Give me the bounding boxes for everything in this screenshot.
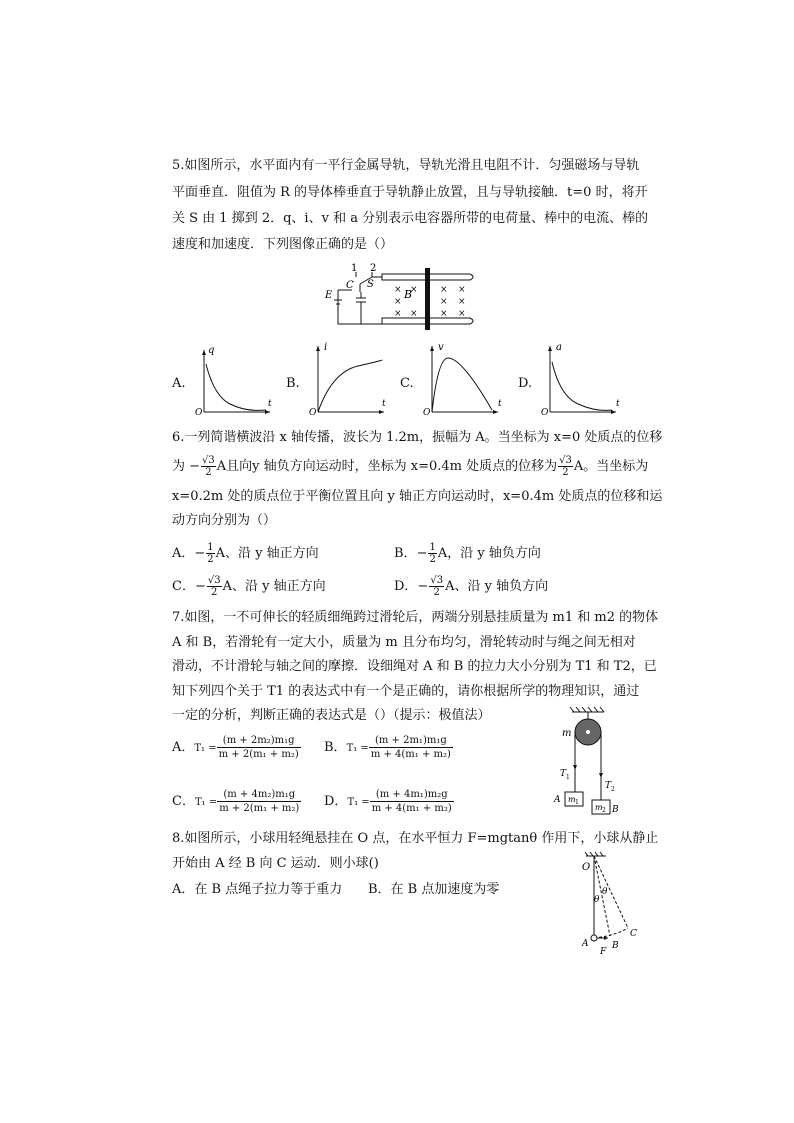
- svg-text:1: 1: [351, 263, 358, 274]
- svg-text:m: m: [595, 803, 603, 812]
- curve-rise-b: [318, 360, 382, 412]
- svg-text:×: ×: [410, 285, 418, 295]
- svg-text:2: 2: [370, 263, 377, 274]
- q8-pendulum-diagram: [570, 850, 650, 960]
- svg-text:×: ×: [410, 309, 418, 319]
- svg-text:×: ×: [394, 285, 402, 295]
- q5-circuit-diagram: [320, 262, 500, 334]
- q5-graph-b[interactable]: [308, 340, 392, 416]
- ceiling-hatch: [585, 852, 606, 856]
- ball: [591, 935, 597, 941]
- q8-option-a[interactable]: A．在 B 点绳子拉力等于重力: [172, 882, 343, 897]
- q5-option-d-letter: D.: [518, 376, 533, 391]
- field-label-b: B: [404, 288, 413, 301]
- svg-text:t: t: [498, 399, 502, 409]
- q8-option-b[interactable]: B．在 B 点加速度为零: [368, 882, 500, 897]
- svg-text:A: A: [582, 939, 589, 949]
- svg-text:×: ×: [394, 297, 402, 307]
- q8-line-1: 8.如图所示，小球用轻绳悬挂在 O 点，在水平恒力 F=mgtanθ 作用下，小球从静止: [172, 831, 659, 846]
- svg-text:θ: θ: [602, 887, 608, 897]
- svg-text:B: B: [612, 805, 619, 815]
- q6-line-4: 动方向分别为（）: [172, 513, 277, 528]
- svg-text:O: O: [541, 408, 549, 416]
- q5-line-2: 平面垂直．阻值为 R 的导体棒垂直于导轨静止放置，且与导轨接触．t=0 时，将开: [172, 185, 648, 200]
- q5-option-b-letter: B.: [286, 376, 300, 391]
- q5-graph-c[interactable]: [422, 340, 506, 416]
- curve-hump-c: [432, 358, 492, 412]
- svg-text:O: O: [309, 408, 317, 416]
- q6-option-d[interactable]: D．− $\frac{√3}{2}$ A、沿 y 轴负方向: [394, 575, 549, 598]
- svg-text:B: B: [612, 941, 619, 951]
- q5-line-4: 速度和加速度．下列图像正确的是（）: [172, 237, 394, 252]
- svg-text:a: a: [556, 342, 562, 353]
- curve-decay-d: [552, 362, 612, 410]
- svg-text:t: t: [268, 399, 272, 409]
- svg-text:v: v: [438, 342, 444, 353]
- svg-text:×: ×: [440, 297, 448, 307]
- conducting-rod: [425, 268, 430, 330]
- q5-graph-a[interactable]: [194, 344, 278, 416]
- q7-line-2: A 和 B，若滑轮有一定大小，质量为 m 且分布均匀，滑轮转动时与绳之间无相对: [172, 635, 636, 650]
- q5-line-3: 关 S 由 1 掷到 2．q、i、v 和 a 分别表示电容器所带的电荷量、棒中的电流、棒的: [172, 211, 649, 226]
- svg-text:C: C: [630, 929, 637, 939]
- svg-text:S: S: [367, 279, 374, 290]
- svg-text:T: T: [605, 781, 612, 791]
- capacitor-c: [356, 298, 366, 302]
- q5-option-a-letter: A.: [172, 376, 186, 391]
- svg-text:×: ×: [458, 309, 466, 319]
- svg-text:A: A: [554, 795, 561, 805]
- q6-line-1: 6.一列简谐横波沿 x 轴传播，波长为 1.2m，振幅为 A。当坐标为 x=0 处质点的位移: [172, 430, 663, 445]
- q6-line-2: 为 − $\frac{√3}{2}$ A且向y 轴负方向运动时，坐标为 x=0.4m 处质点的位移为 $\frac{√3}{2}$ A。当坐标为: [172, 455, 649, 478]
- q7-line-5: 一定的分析，判断正确的表达式是（）（提示：极值法）: [172, 708, 491, 723]
- svg-text:F: F: [600, 947, 607, 957]
- q7-line-1: 7.如图，一不可伸长的轻质细绳跨过滑轮后，两端分别悬挂质量为 m1 和 m2 的物体: [172, 610, 659, 625]
- svg-text:q: q: [208, 345, 215, 356]
- svg-text:1: 1: [575, 799, 579, 806]
- svg-text:×: ×: [458, 285, 466, 295]
- q5-option-c-letter: C.: [400, 376, 414, 391]
- svg-text:E: E: [325, 290, 333, 301]
- svg-text:O: O: [423, 408, 431, 416]
- svg-text:t: t: [382, 399, 386, 409]
- dashed-string-c: [594, 856, 628, 928]
- svg-text:θ: θ: [594, 895, 600, 905]
- svg-text:C: C: [346, 280, 354, 291]
- q7-pulley-diagram: [552, 704, 628, 824]
- svg-text:O: O: [195, 408, 203, 416]
- svg-text:1: 1: [566, 774, 570, 781]
- q6-option-c[interactable]: C．− $\frac{√3}{2}$ A、沿 y 轴正方向: [172, 575, 326, 598]
- svg-text:×: ×: [440, 285, 448, 295]
- q6-option-a[interactable]: A．− $\frac{1}{2}$ A、沿 y 轴正方向: [172, 542, 319, 565]
- q6-option-b[interactable]: B．− $\frac{1}{2}$ A，沿 y 轴负方向: [394, 542, 541, 565]
- q5-line-1: 5.如图所示，水平面内有一平行金属导轨，导轨光滑且电阻不计．匀强磁场与导轨: [172, 158, 640, 173]
- svg-text:m: m: [562, 728, 572, 739]
- q7-option-b[interactable]: B．T₁ = $\frac{\text{(m + 2m₁)m₁g}}{\text{m + 4(m₁ + m₂)}}$: [324, 735, 451, 760]
- ceiling-hatch: [570, 707, 604, 712]
- q8-line-2: 开始由 A 经 B 向 C 运动．则小球(): [172, 856, 379, 871]
- q7-line-3: 滑动，不计滑轮与轴之间的摩擦．设细绳对 A 和 B 的拉力大小分别为 T1 和 T2，已: [172, 659, 657, 674]
- q5-graph-d[interactable]: [540, 340, 624, 416]
- q7-option-c[interactable]: C．T₁ = $\frac{\text{(m + 4m₂)m₁g}}{\text{m + 2(m₁ + m₂)}}$: [172, 789, 300, 814]
- svg-text:×: ×: [458, 297, 466, 307]
- svg-text:i: i: [324, 342, 328, 353]
- svg-text:t: t: [616, 399, 620, 409]
- svg-text:m: m: [568, 795, 576, 804]
- q6-line-3: x=0.2m 处的质点位于平衡位置且向 y 轴正方向运动时，x=0.4m 处质点的位移和运: [172, 489, 663, 504]
- svg-text:2: 2: [611, 786, 615, 793]
- svg-text:×: ×: [440, 309, 448, 319]
- svg-text:×: ×: [394, 309, 402, 319]
- q7-line-4: 知下列四个关于 T1 的表达式中有一个是正确的，请你根据所学的物理知识，通过: [172, 684, 640, 699]
- curve-decay-a: [206, 364, 266, 410]
- svg-text:2: 2: [602, 807, 606, 814]
- svg-text:T: T: [560, 769, 567, 779]
- svg-text:O: O: [582, 862, 591, 873]
- q7-option-a[interactable]: A．T₁ = $\frac{\text{(m + 2m₂)m₁g}}{\text{m + 2(m₁ + m₂)}}$: [172, 735, 299, 760]
- q7-option-d[interactable]: D．T₁ = $\frac{\text{(m + 4m₁)m₂g}}{\text{m + 4(m₁ + m₂)}}$: [324, 789, 452, 814]
- swing-arc: [594, 928, 628, 938]
